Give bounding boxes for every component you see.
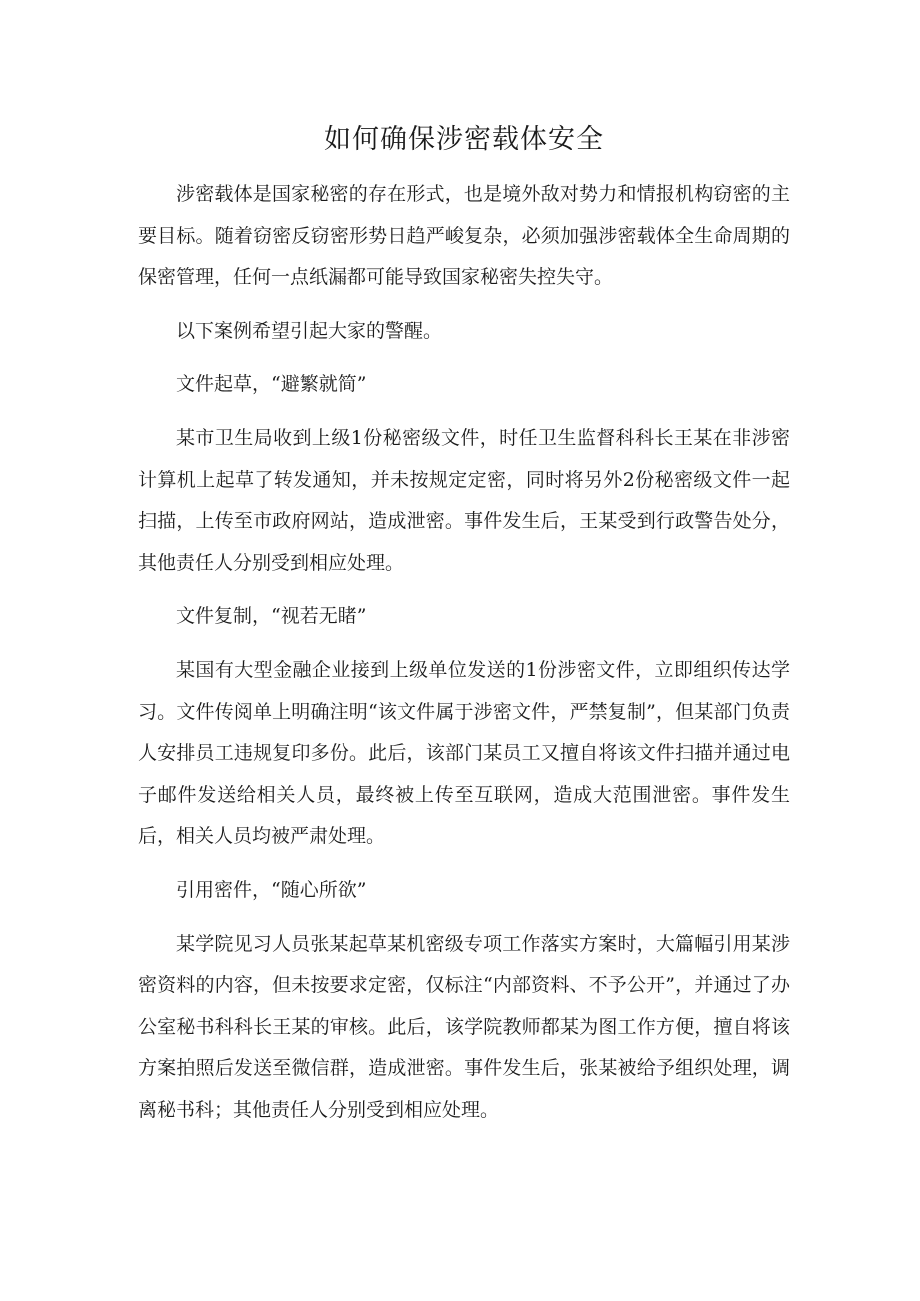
- document-title: 如何确保涉密载体安全: [324, 124, 604, 155]
- case-body-copying: 某国有大型金融企业接到上级单位发送的1份涉密文件，立即组织传达学习。文件传阅单上明确注明“该文件属于涉密文件，严禁复制”，但某部门负责人安排员工违规复印多份。此后，该部门某员工又擅自将该文件扫描并通过电子邮件发送给相关人员，最终被上传至互联网，造成大范围泄密。事件发生后，相关人员均被严肃处理。: [138, 658, 790, 848]
- case-body-citing: 某学院见习人员张某起草某机密级专项工作落实方案时，大篇幅引用某涉密资料的内容，但未按要求定密，仅标注“内部资料、不予公开”，并通过了办公室秘书科科长王某的审核。此后，该学院教师都某为图工作方便，擅自将该方案拍照后发送至微信群，造成泄密。事件发生后，张某被给予组织处理，调离秘书科；其他责任人分别受到相应处理。: [138, 932, 790, 1121]
- document-page: [138, 118, 790, 1143]
- lead-sentence: 以下案例希望引起大家的警醒。: [176, 319, 443, 342]
- case-heading-citing: 引用密件，“随心所欲”: [176, 878, 367, 901]
- case-heading-drafting: 文件起草，“避繁就简”: [176, 373, 367, 396]
- case-heading-copying: 文件复制，“视若无睹”: [176, 605, 367, 628]
- case-body-drafting: 某市卫生局收到上级1份秘密级文件，时任卫生监督科科长王某在非涉密计算机上起草了转发通知，并未按规定定密，同时将另外2份秘密级文件一起扫描，上传至市政府网站，造成泄密。事件发生后，王某受到行政警告处分，其他责任人分别受到相应处理。: [138, 426, 790, 574]
- intro-paragraph: 涉密载体是国家秘密的存在形式，也是境外敌对势力和情报机构窃密的主要目标。随着窃密反窃密形势日趋严峻复杂，必须加强涉密载体全生命周期的保密管理，任何一点纸漏都可能导致国家秘密失控失守。: [138, 183, 790, 289]
